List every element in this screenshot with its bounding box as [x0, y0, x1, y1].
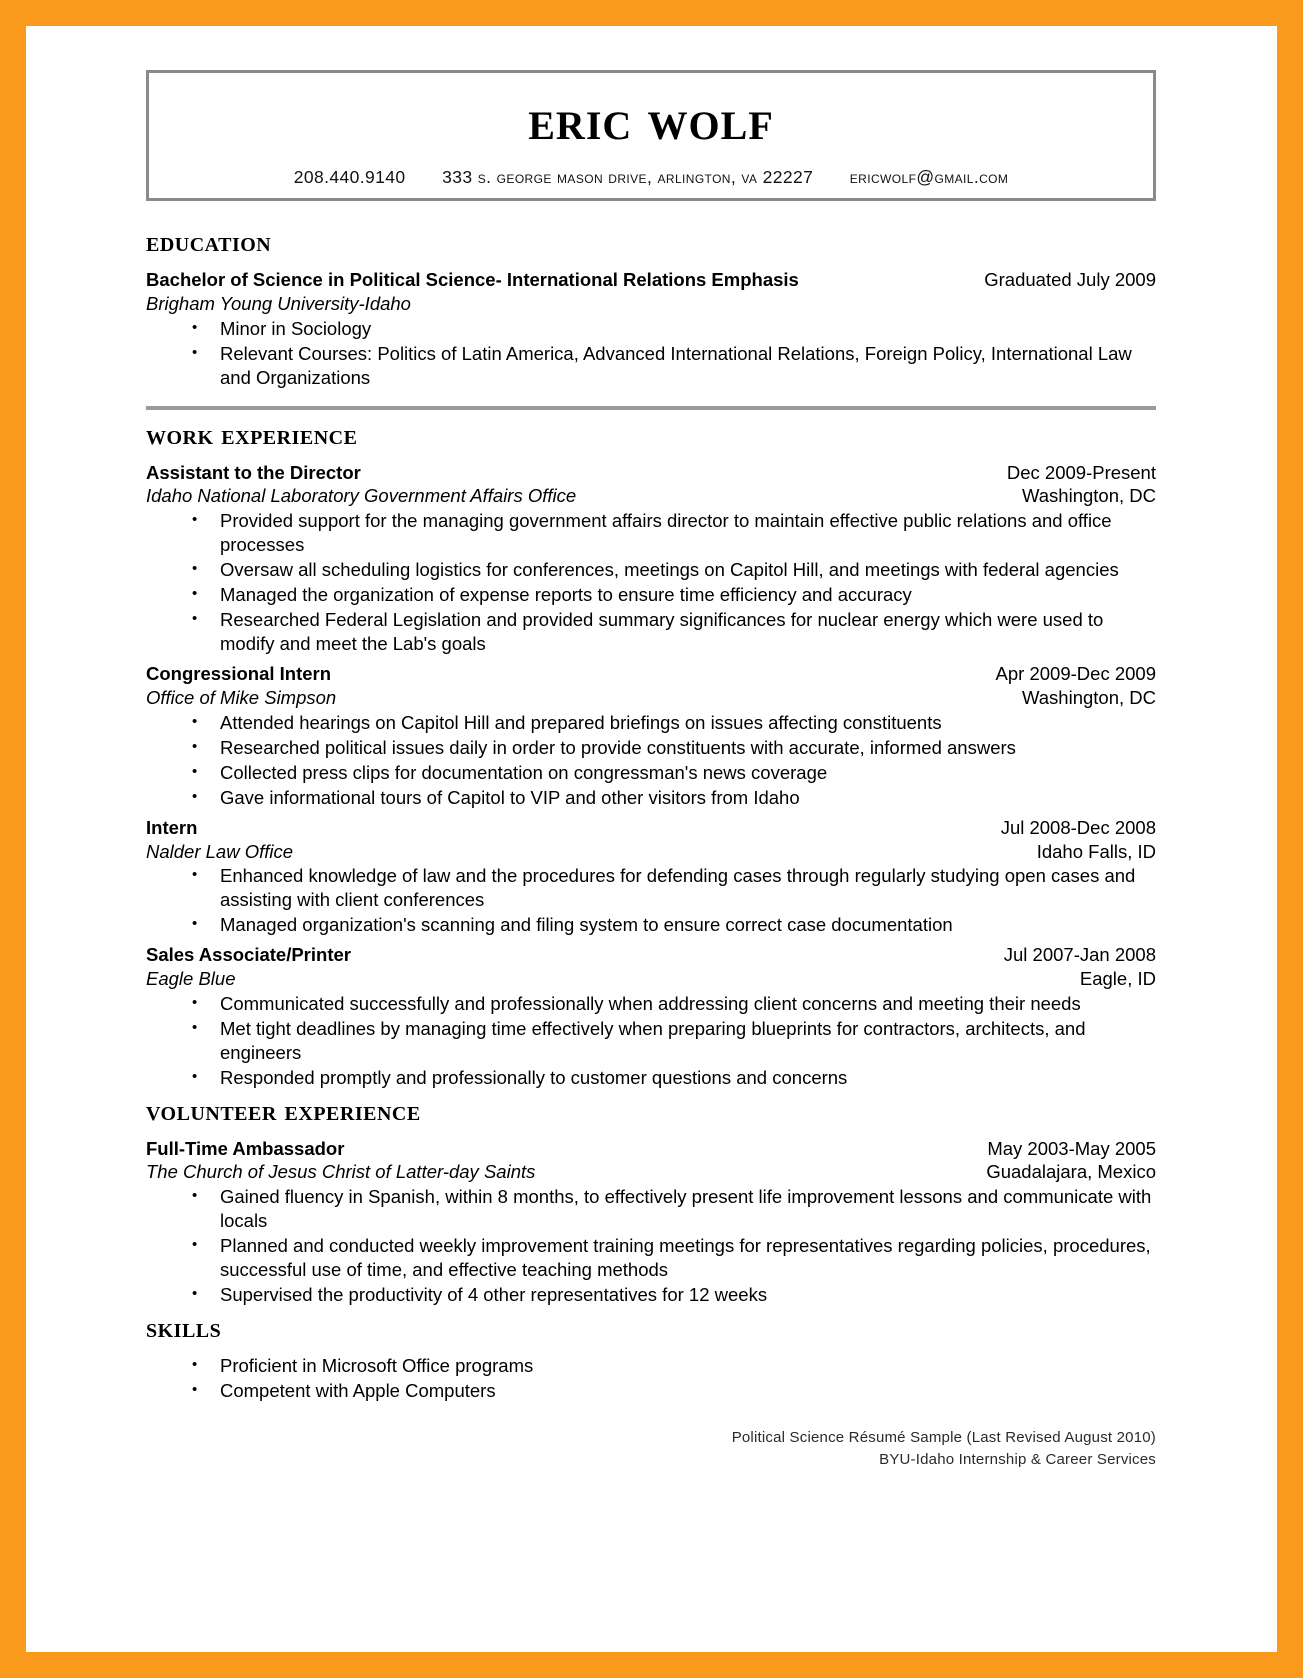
list-item: [146, 786, 1156, 810]
job-title: Intern: [146, 816, 198, 838]
bullet-icon: •: [192, 787, 198, 805]
bullet-icon: •: [192, 1236, 198, 1254]
bullet-icon: •: [192, 1018, 198, 1036]
footer-line-department: BYU-Idaho Internship & Career Services: [879, 1451, 1156, 1469]
list-item: [146, 736, 1156, 760]
contact-phone: 208.440.9140: [293, 167, 406, 188]
bullet-icon: •: [192, 737, 198, 755]
list-item-text: Oversaw all scheduling logistics for conferences, meetings on Capitol Hill, and meetings with federal agencies: [220, 559, 1119, 581]
skills-bullet-list: [146, 1354, 1156, 1403]
document-footer: [146, 1427, 1156, 1471]
work-title-row: [146, 461, 1156, 485]
bullet-icon: •: [192, 762, 198, 780]
candidate-name: eric wolf: [528, 89, 774, 152]
list-item-text: Attended hearings on Capitol Hill and prepared briefings on issues affecting constituents: [220, 711, 942, 733]
job-date: Jul 2008-Dec 2008: [1000, 816, 1156, 838]
bullet-icon: •: [192, 343, 198, 361]
volunteer-title-row: [146, 1137, 1156, 1161]
job-employer: Nalder Law Office: [146, 840, 294, 862]
job-location: Washington, DC: [1021, 686, 1156, 708]
list-item-text: Met tight deadlines by managing time effectively when preparing blueprints for contractors, architects, and engineers: [220, 1017, 1086, 1063]
job-title: Congressional Intern: [146, 663, 332, 685]
list-item-text: Competent with Apple Computers: [220, 1380, 496, 1402]
list-item: [146, 317, 1156, 341]
bullet-icon: •: [192, 1187, 198, 1205]
list-item: [146, 1354, 1156, 1378]
volunteer-org-row: [146, 1160, 1156, 1184]
resume-page-sheet: [26, 26, 1277, 1652]
work-entry: [146, 662, 1156, 810]
education-entry: [146, 268, 1156, 389]
education-org-row: [146, 292, 1156, 316]
work-title-row: [146, 943, 1156, 967]
list-item: [146, 913, 1156, 937]
list-item-text: Gave informational tours of Capitol to VIP and other visitors from Idaho: [220, 786, 800, 808]
list-item: [146, 1379, 1156, 1403]
list-item: [146, 342, 1156, 390]
list-item-text: Relevant Courses: Politics of Latin America, Advanced International Relations, Foreign Policy, International Law and Organizations: [220, 342, 1132, 388]
work-entry: [146, 816, 1156, 937]
work-org-row: [146, 840, 1156, 864]
work-bullet-list: [146, 864, 1156, 937]
section-heading-volunteer-experience: volunteer experience: [146, 1094, 421, 1127]
job-employer: Office of Mike Simpson: [146, 686, 337, 708]
list-item: [146, 583, 1156, 607]
resume-document: [146, 70, 1156, 1471]
bullet-icon: •: [192, 585, 198, 603]
section-education: [146, 227, 1156, 389]
contact-line: [165, 167, 1137, 188]
education-degree: Bachelor of Science in Political Science- International Relations Emphasis: [146, 269, 799, 291]
education-bullet-list: [146, 317, 1156, 390]
volunteer-location: Guadalajara, Mexico: [986, 1161, 1156, 1183]
work-bullet-list: [146, 711, 1156, 810]
section-skills: [146, 1313, 1156, 1403]
list-item: [146, 992, 1156, 1016]
bullet-icon: •: [192, 915, 198, 933]
list-item-text: Managed organization's scanning and filing system to ensure correct case documentation: [220, 914, 953, 936]
job-title: Assistant to the Director: [146, 461, 361, 483]
job-location: Idaho Falls, ID: [1036, 840, 1156, 862]
job-location: Washington, DC: [1021, 485, 1156, 507]
education-date: Graduated July 2009: [984, 269, 1156, 291]
contact-address: 333 s. george mason drive, arlington, va 22227: [442, 167, 814, 188]
work-title-row: [146, 816, 1156, 840]
list-item: [146, 558, 1156, 582]
list-item: [146, 1234, 1156, 1282]
bullet-icon: •: [192, 560, 198, 578]
bullet-icon: •: [192, 1381, 198, 1399]
work-org-row: [146, 686, 1156, 710]
volunteer-bullet-list: [146, 1185, 1156, 1307]
footer-line-source: Political Science Résumé Sample (Last Revised August 2010): [731, 1429, 1156, 1447]
list-item: [146, 509, 1156, 557]
list-item: [146, 711, 1156, 735]
education-school: Brigham Young University-Idaho: [146, 292, 411, 314]
job-title: Sales Associate/Printer: [146, 944, 351, 966]
work-entry: [146, 461, 1156, 657]
list-item-text: Provided support for the managing government affairs director to maintain effective public relations and office processes: [220, 510, 1112, 556]
volunteer-date: May 2003-May 2005: [987, 1137, 1156, 1159]
list-item-text: Researched political issues daily in order to provide constituents with accurate, informed answers: [220, 736, 1016, 758]
bullet-icon: •: [192, 511, 198, 529]
job-employer: Idaho National Laboratory Government Affairs Office: [146, 485, 577, 507]
list-item: [146, 761, 1156, 785]
section-work-experience: [146, 420, 1156, 1090]
bullet-icon: •: [192, 993, 198, 1011]
job-employer: Eagle Blue: [146, 967, 236, 989]
list-item: [146, 608, 1156, 656]
volunteer-organization: The Church of Jesus Christ of Latter-day Saints: [146, 1161, 536, 1183]
list-item: [146, 1066, 1156, 1090]
volunteer-role: Full-Time Ambassador: [146, 1137, 345, 1159]
list-item: [146, 1283, 1156, 1307]
list-item-text: Planned and conducted weekly improvement training meetings for representatives regarding policies, procedures, successful use of time, and effective teaching methods: [220, 1235, 1151, 1281]
section-volunteer-experience: [146, 1096, 1156, 1307]
bullet-icon: •: [192, 610, 198, 628]
section-heading-education: education: [146, 226, 272, 259]
resume-header-box: [146, 70, 1156, 201]
list-item-text: Supervised the productivity of 4 other representatives for 12 weeks: [220, 1284, 768, 1306]
bullet-icon: •: [192, 318, 198, 336]
section-heading-skills: skills: [146, 1312, 222, 1345]
contact-email: ericwolf@gmail.com: [849, 167, 1009, 188]
work-bullet-list: [146, 509, 1156, 656]
job-location: Eagle, ID: [1079, 967, 1156, 989]
education-title-row: [146, 268, 1156, 292]
job-date: Apr 2009-Dec 2009: [995, 663, 1156, 685]
list-item-text: Collected press clips for documentation on congressman's news coverage: [220, 761, 828, 783]
job-date: Dec 2009-Present: [1006, 461, 1156, 483]
bullet-icon: •: [192, 866, 198, 884]
list-item-text: Minor in Sociology: [220, 317, 372, 339]
list-item-text: Proficient in Microsoft Office programs: [220, 1355, 534, 1377]
bullet-icon: •: [192, 712, 198, 730]
section-heading-work-experience: work experience: [146, 418, 358, 451]
job-date: Jul 2007-Jan 2008: [1003, 944, 1156, 966]
work-org-row: [146, 484, 1156, 508]
bullet-icon: •: [192, 1067, 198, 1085]
list-item-text: Responded promptly and professionally to customer questions and concerns: [220, 1066, 848, 1088]
list-item-text: Managed the organization of expense reports to ensure time efficiency and accuracy: [220, 584, 912, 606]
list-item: [146, 864, 1156, 912]
list-item: [146, 1185, 1156, 1233]
list-item-text: Communicated successfully and professionally when addressing client concerns and meeting their needs: [220, 992, 1081, 1014]
bullet-icon: •: [192, 1356, 198, 1374]
list-item: [146, 1017, 1156, 1065]
list-item-text: Enhanced knowledge of law and the procedures for defending cases through regularly studying open cases and assisting with client conferences: [220, 865, 1136, 911]
section-divider: [146, 406, 1156, 410]
list-item-text: Researched Federal Legislation and provided summary significances for nuclear energy which were used to modify and meet the Lab's goals: [220, 609, 1104, 655]
volunteer-entry: [146, 1137, 1156, 1308]
list-item-text: Gained fluency in Spanish, within 8 months, to effectively present life improvement lessons and communicate with locals: [220, 1186, 1152, 1232]
work-title-row: [146, 662, 1156, 686]
bullet-icon: •: [192, 1285, 198, 1303]
work-bullet-list: [146, 992, 1156, 1090]
work-org-row: [146, 967, 1156, 991]
work-entry: [146, 943, 1156, 1090]
